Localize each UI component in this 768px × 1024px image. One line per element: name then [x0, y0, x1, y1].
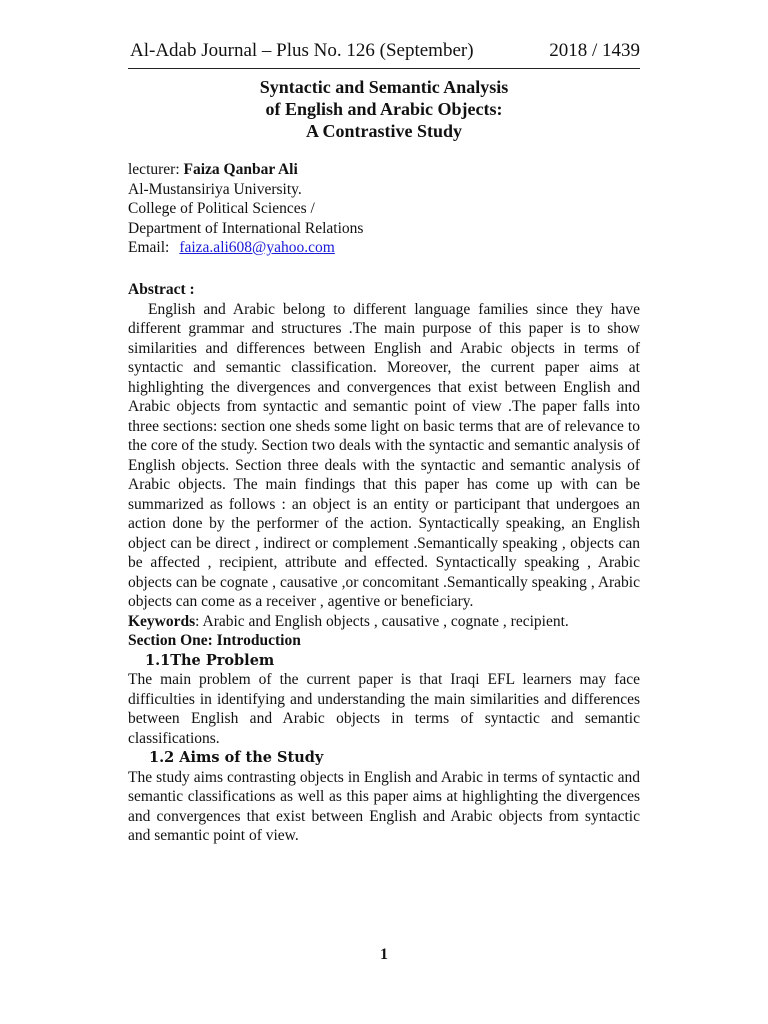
author-email-line — [128, 238, 363, 258]
abstract-heading: Abstract : — [128, 281, 195, 298]
aims-heading: 1.2 Aims of the Study — [149, 749, 324, 766]
email-link[interactable]: faiza.ali608@yahoo.com — [179, 239, 335, 256]
keywords-text: : Arabic and English objects , causative , cognate , recipient. — [195, 612, 569, 630]
author-line — [128, 160, 363, 180]
keywords-label: Keywords — [128, 612, 196, 630]
journal-name: Al-Adab Journal – Plus No. 126 (September) — [130, 40, 474, 61]
author-prefix: lecturer: — [128, 161, 184, 178]
section-one-heading: Section One: Introduction — [128, 632, 301, 649]
author-name: Faiza Qanbar Ali — [183, 161, 298, 178]
paper-title — [128, 76, 640, 142]
page-number: 1 — [380, 946, 388, 963]
problem-heading: 1.1The Problem — [145, 651, 275, 669]
title-line-2: of English and Arabic Objects: — [265, 99, 503, 119]
title-line-1: Syntactic and Semantic Analysis — [259, 77, 509, 97]
aims-text: The study aims contrasting objects in English and Arabic in terms of syntactic and semantic classifications as well as this paper aims at highlighting the divergences and convergences that exist between English and Arabic objects from syntactic and semantic point of view. — [128, 768, 640, 844]
title-line-3: A Contrastive Study — [305, 121, 462, 141]
abstract-section — [128, 280, 640, 846]
journal-header — [128, 40, 640, 69]
problem-text: The main problem of the current paper is that Iraqi EFL learners may face difficulties in identifying and understanding the main similarities and differences between English and Arabic objects in terms of syntactic and semantic classifications. — [128, 671, 640, 747]
author-department: Department of International Relations — [128, 219, 364, 237]
author-university: Al-Mustansiriya University. — [128, 180, 302, 198]
abstract-text: English and Arabic belong to different language families since they have different grammar and structures .The main purpose of this paper is to show similarities and differences between English and Arabic objects in terms of syntactic and semantic classification. Moreover, the current paper aims at highlighting the divergences and convergences that exist between English and Arabic objects from syntactic and semantic point of view .The paper falls into three sections: section one sheds some light on basic terms that are of relevance to the core of the study. Section two deals with the syntactic and semantic analysis of English objects. Section three deals with the syntactic and semantic analysis of Arabic objects. The main findings that this paper has come up with can be summarized as follows : an object is an entity or participant that undergoes an action done by the performer of the action. Syntactically speaking, an English object can be direct , indirect or complement .Semantically speaking , objects can be affected , recipient, attribute and effected. Syntactically speaking , Arabic objects can be cognate , causative ,or concomitant .Semantically speaking , Arabic objects can come as a receiver , agentive or beneficiary. — [128, 300, 640, 610]
email-label: Email: — [128, 239, 170, 256]
keywords-line — [128, 612, 640, 632]
author-college: College of Political Sciences / — [128, 200, 315, 217]
author-block — [128, 160, 363, 258]
journal-year: 2018 / 1439 — [549, 40, 640, 61]
